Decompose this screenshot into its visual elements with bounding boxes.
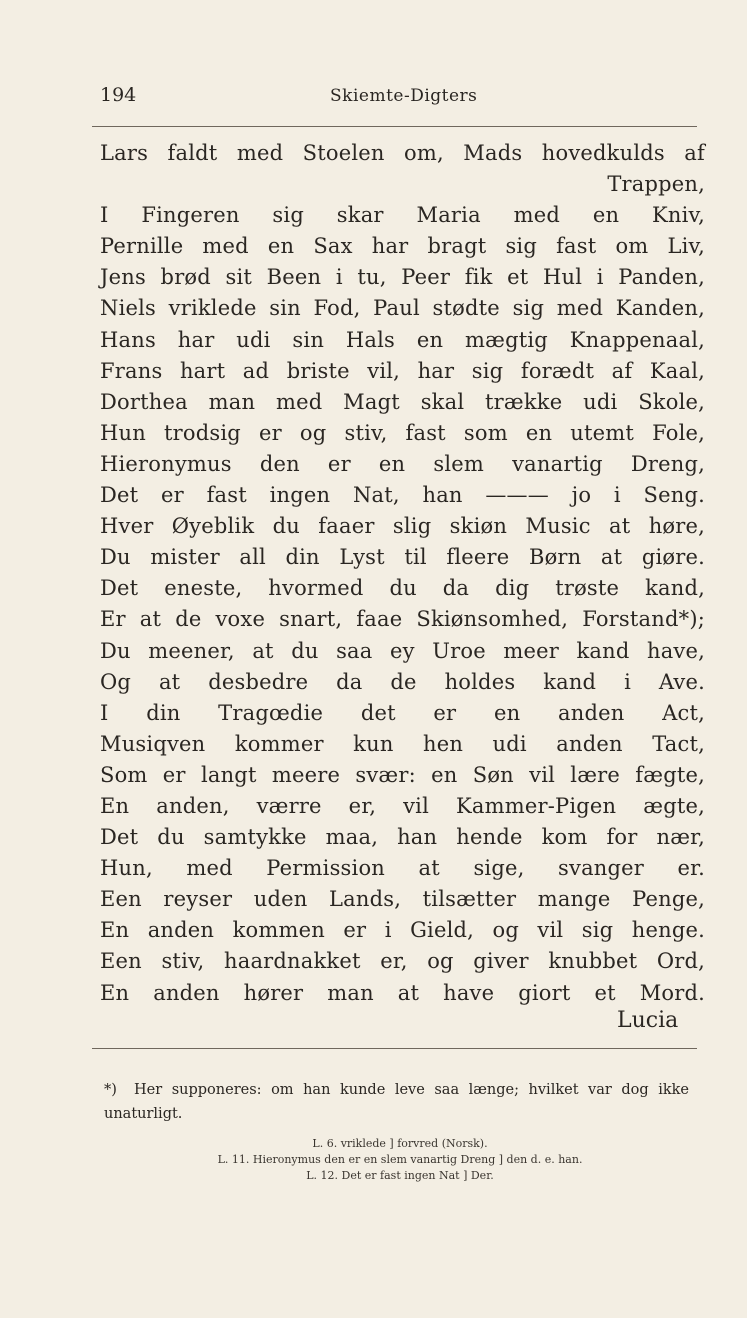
verse-line: Musiqven kommer kun hen udi anden Tact, — [100, 731, 705, 756]
verse-line: Hun trodsig er og stiv, fast som en utemt Fole, — [100, 420, 705, 445]
verse-line: En anden hører man at have giort et Mord. — [100, 980, 705, 1005]
verse-line: Det eneste, hvormed du da dig trøste kand, — [100, 576, 705, 601]
speaker-name: Lucia — [617, 1008, 679, 1033]
footnote-mark: *) — [104, 1082, 117, 1098]
verse-line: Hun, med Permission at sige, svanger er. — [100, 856, 705, 881]
verse-line: Pernille med en Sax har bragt sig fast om Liv, — [100, 234, 705, 259]
verse-line: Hieronymus den er en slem vanartig Dreng, — [100, 451, 705, 476]
verse-line: Som er langt meere svær: en Søn vil lære fægte, — [100, 762, 705, 787]
verse-line: Een reyser uden Lands, tilsætter mange Penge, — [100, 887, 705, 912]
variant-note: L. 6. vriklede ] forvred (Norsk). — [312, 1137, 488, 1150]
verse-line: Hans har udi sin Hals en mægtig Knappenaal, — [100, 327, 705, 352]
page-number: 194 — [100, 84, 137, 106]
verse-line: Jens brød sit Been i tu, Peer fik et Hul i Panden, — [100, 265, 705, 290]
verse-line: Er at de voxe snart, faae Skiønsomhed, Forstand*); — [100, 607, 705, 632]
variant-note: L. 11. Hieronymus den er en slem vanartig Dreng ] den d. e. han. — [217, 1153, 583, 1166]
verse-line: Du mister all din Lyst til fleere Børn at giøre. — [100, 545, 705, 570]
running-title: Skiemte-Digters — [330, 86, 478, 106]
variant-notes — [140, 1136, 660, 1184]
verse-line: Og at desbedre da de holdes kand i Ave. — [100, 669, 705, 694]
footnote — [104, 1078, 689, 1126]
verse-line: Dorthea man med Magt skal trække udi Skole, — [100, 389, 705, 414]
page-header — [100, 84, 687, 114]
verse-line: Det du samtykke maa, han hende kom for nær, — [100, 825, 705, 850]
verse-line: Trappen, — [607, 172, 705, 197]
footnote-rule — [92, 1048, 697, 1049]
verse-line: Det er fast ingen Nat, han ——— jo i Seng. — [100, 483, 705, 508]
verse-line: I Fingeren sig skar Maria med en Kniv, — [100, 203, 705, 228]
verse-line: I din Tragœdie det er en anden Act, — [100, 700, 705, 725]
variant-note: L. 12. Det er fast ingen Nat ] Der. — [306, 1169, 494, 1182]
verse-line: Du meener, at du saa ey Uroe meer kand have, — [100, 638, 705, 663]
verse-line: Niels vriklede sin Fod, Paul stødte sig med Kanden, — [100, 296, 705, 321]
verse-block — [100, 138, 705, 1009]
header-rule — [92, 126, 697, 127]
verse-line: En anden kommen er i Gield, og vil sig henge. — [100, 918, 705, 943]
verse-line: Frans hart ad briste vil, har sig forædt af Kaal, — [100, 358, 705, 383]
verse-line: Hver Øyeblik du faaer slig skiøn Music at høre, — [100, 514, 705, 539]
footnote-text: Her supponeres: om han kunde leve saa længe; hvilket var dog ikke unaturligt. — [104, 1082, 689, 1122]
verse-line: Lars faldt med Stoelen om, Mads hovedkulds af — [100, 141, 705, 165]
verse-line: Een stiv, haardnakket er, og giver knubbet Ord, — [100, 949, 705, 974]
verse-line: En anden, værre er, vil Kammer-Pigen ægte, — [100, 793, 705, 818]
